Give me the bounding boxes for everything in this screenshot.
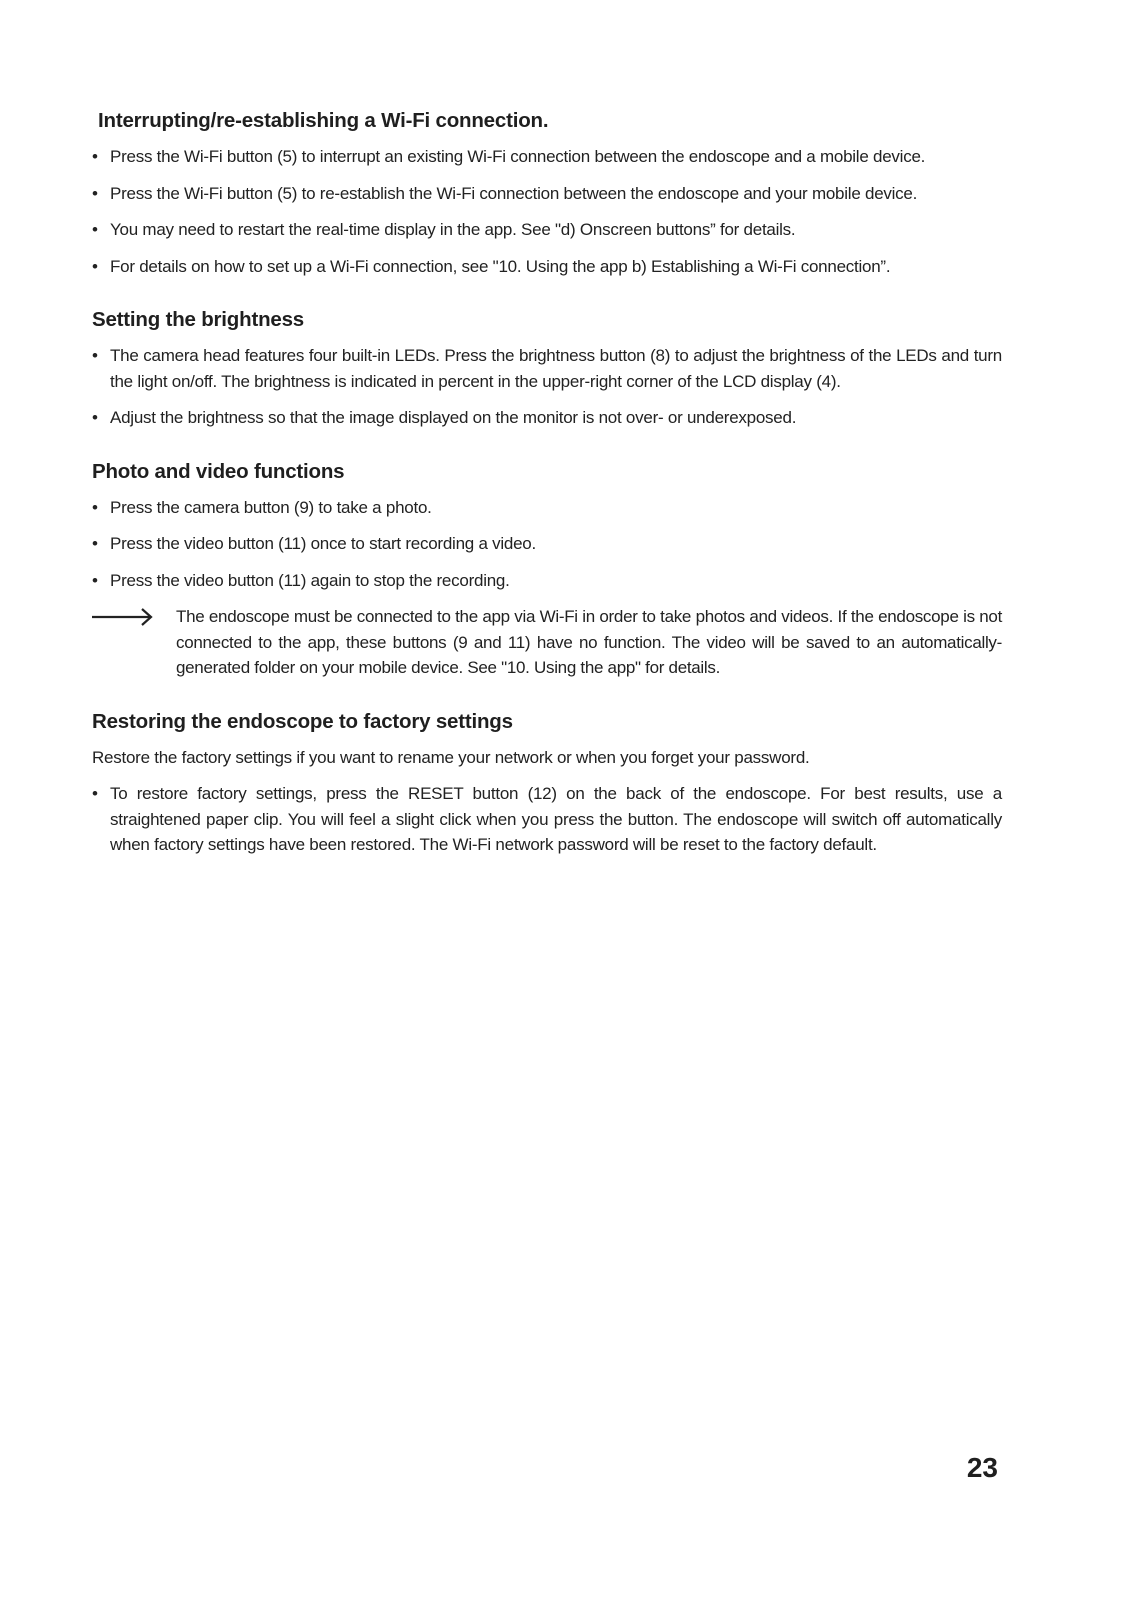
bullet-icon: •: [92, 408, 98, 427]
bullet-icon: •: [92, 147, 98, 166]
section-factory-reset: [92, 709, 1002, 858]
list-item-text: Press the camera button (9) to take a photo.: [110, 497, 432, 517]
bullet-icon: •: [92, 570, 98, 590]
section-heading: Restoring the endoscope to factory settings: [92, 709, 513, 733]
list-item: [92, 254, 1002, 280]
bullet-icon: •: [92, 534, 98, 553]
list-item: [92, 217, 1002, 243]
section-photo-video: [92, 459, 1002, 681]
list-item-text: To restore factory settings, press the RESET button (12) on the back of the endoscope. For best results, use a straightened paper clip. You will feel a slight click when you press the button. The endoscope will switch off automatically when factory settings have been restored. The Wi-Fi network password will be reset to the factory default.: [110, 784, 1002, 854]
section-heading: Setting the brightness: [92, 308, 305, 331]
list-item: [92, 495, 1002, 521]
section-brightness: [92, 307, 1002, 431]
bullet-icon: •: [92, 256, 98, 276]
list-item-text: The camera head features four built-in LEDs. Press the brightness button (8) to adjust the brightness of the LEDs and turn the light on/off. The brightness is indicated in percent in the upper-right corner of the LCD display (4).: [110, 346, 1002, 391]
page-number: 23: [966, 1452, 998, 1483]
section-heading: Photo and video functions: [92, 459, 345, 483]
list-item-text: Press the Wi-Fi button (5) to interrupt an existing Wi-Fi connection between the endoscope and a mobile device.: [110, 147, 926, 166]
list-item: [92, 568, 1002, 594]
bullet-icon: •: [92, 497, 98, 517]
list-item-text: You may need to restart the real-time display in the app. See "d) Onscreen buttons” for details.: [110, 220, 796, 239]
page-content: [92, 108, 1002, 886]
bullet-icon: •: [92, 784, 98, 803]
bullet-icon: •: [92, 346, 98, 365]
note-text: The endoscope must be connected to the app via Wi-Fi in order to take photos and videos. If the endoscope is not connected to the app, these buttons (9 and 11) have no function. The video will be saved to an automatically-generated folder on your mobile device. See "10. Using the app" for details.: [176, 607, 1002, 677]
list-item-text: For details on how to set up a Wi-Fi connection, see "10. Using the app b) Establishing a Wi-Fi connection”.: [110, 256, 891, 276]
section-intro: Restore the factory settings if you want to rename your network or when you forget your password.: [92, 747, 810, 767]
list-item: [92, 781, 1002, 858]
bullet-list: [92, 495, 1002, 594]
bullet-icon: •: [92, 183, 98, 203]
section-heading: Interrupting/re-establishing a Wi-Fi connection.: [98, 109, 549, 132]
arrow-right-icon: [92, 607, 154, 627]
list-item: [92, 144, 1002, 170]
bullet-list: [92, 781, 1002, 858]
list-item: [92, 181, 1002, 207]
list-item: [92, 343, 1002, 394]
section-wifi-connection: [92, 108, 1002, 279]
list-item-text: Adjust the brightness so that the image displayed on the monitor is not over- or underexposed.: [110, 408, 797, 427]
list-item-text: Press the video button (11) once to start recording a video.: [110, 534, 536, 553]
list-item-text: Press the video button (11) again to stop the recording.: [110, 570, 510, 590]
list-item-text: Press the Wi-Fi button (5) to re-establish the Wi-Fi connection between the endoscope and your mobile device.: [110, 183, 918, 203]
list-item: [92, 405, 1002, 431]
bullet-list: [92, 144, 1002, 279]
note-block: [92, 604, 1002, 681]
bullet-icon: •: [92, 220, 98, 239]
bullet-list: [92, 343, 1002, 431]
list-item: [92, 531, 1002, 557]
